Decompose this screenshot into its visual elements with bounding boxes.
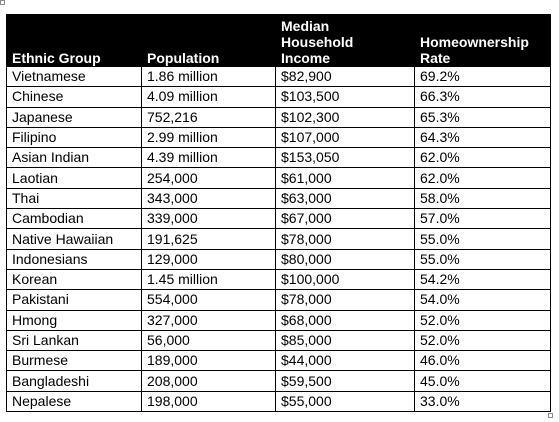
table-row	[7, 371, 551, 391]
header-homeownership-rate: Homeownership Rate	[415, 15, 551, 67]
cell-ethnic-group: Burmese	[7, 351, 142, 371]
cell-median-income: $78,000	[276, 229, 415, 249]
table-row	[7, 107, 551, 127]
cell-homeownership-rate: 69.2%	[415, 67, 551, 87]
table-row	[7, 290, 551, 310]
cell-median-income: $61,000	[276, 168, 415, 188]
cell-population: 56,000	[142, 330, 276, 350]
cell-median-income: $85,000	[276, 330, 415, 350]
cell-homeownership-rate: 64.3%	[415, 127, 551, 147]
cell-homeownership-rate: 45.0%	[415, 371, 551, 391]
cell-ethnic-group: Hmong	[7, 310, 142, 330]
cell-homeownership-rate: 62.0%	[415, 168, 551, 188]
table-row	[7, 229, 551, 249]
cell-population: 191,625	[142, 229, 276, 249]
header-ethnic-group: Ethnic Group	[7, 15, 142, 67]
cell-homeownership-rate: 62.0%	[415, 148, 551, 168]
cell-median-income: $59,500	[276, 371, 415, 391]
cell-homeownership-rate: 65.3%	[415, 107, 551, 127]
cell-homeownership-rate: 52.0%	[415, 310, 551, 330]
cell-median-income: $44,000	[276, 351, 415, 371]
cell-ethnic-group: Chinese	[7, 87, 142, 107]
cell-population: 254,000	[142, 168, 276, 188]
table-row	[7, 127, 551, 147]
header-population: Population	[142, 15, 276, 67]
table-row	[7, 249, 551, 269]
cell-population: 2.99 million	[142, 127, 276, 147]
cell-ethnic-group: Japanese	[7, 107, 142, 127]
cell-median-income: $78,000	[276, 290, 415, 310]
table-row	[7, 391, 551, 411]
cell-ethnic-group: Native Hawaiian	[7, 229, 142, 249]
header-median-household-income: Median Household Income	[276, 15, 415, 67]
cell-ethnic-group: Vietnamese	[7, 67, 142, 87]
cell-homeownership-rate: 55.0%	[415, 249, 551, 269]
cell-ethnic-group: Filipino	[7, 127, 142, 147]
cell-ethnic-group: Pakistani	[7, 290, 142, 310]
cell-population: 189,000	[142, 351, 276, 371]
cell-population: 208,000	[142, 371, 276, 391]
cell-homeownership-rate: 54.2%	[415, 269, 551, 289]
cell-ethnic-group: Sri Lankan	[7, 330, 142, 350]
table-row	[7, 87, 551, 107]
cell-population: 4.09 million	[142, 87, 276, 107]
cell-ethnic-group: Asian Indian	[7, 148, 142, 168]
cell-median-income: $102,300	[276, 107, 415, 127]
cell-median-income: $153,050	[276, 148, 415, 168]
table-row	[7, 351, 551, 371]
cell-homeownership-rate: 55.0%	[415, 229, 551, 249]
table-row	[7, 330, 551, 350]
cell-ethnic-group: Nepalese	[7, 391, 142, 411]
cell-population: 327,000	[142, 310, 276, 330]
ethnic-group-table	[6, 14, 551, 412]
cell-homeownership-rate: 52.0%	[415, 330, 551, 350]
cell-population: 1.86 million	[142, 67, 276, 87]
cell-ethnic-group: Thai	[7, 188, 142, 208]
cell-median-income: $67,000	[276, 209, 415, 229]
cell-median-income: $55,000	[276, 391, 415, 411]
cell-homeownership-rate: 66.3%	[415, 87, 551, 107]
table-row	[7, 310, 551, 330]
cell-median-income: $80,000	[276, 249, 415, 269]
resize-handle-bottom-right[interactable]	[548, 413, 553, 418]
table-row	[7, 188, 551, 208]
table-row	[7, 269, 551, 289]
cell-median-income: $82,900	[276, 67, 415, 87]
cell-ethnic-group: Bangladeshi	[7, 371, 142, 391]
cell-median-income: $107,000	[276, 127, 415, 147]
cell-population: 129,000	[142, 249, 276, 269]
cell-ethnic-group: Cambodian	[7, 209, 142, 229]
table-row	[7, 148, 551, 168]
cell-population: 198,000	[142, 391, 276, 411]
cell-median-income: $63,000	[276, 188, 415, 208]
cell-population: 4.39 million	[142, 148, 276, 168]
cell-ethnic-group: Indonesians	[7, 249, 142, 269]
cell-median-income: $68,000	[276, 310, 415, 330]
cell-ethnic-group: Korean	[7, 269, 142, 289]
cell-median-income: $103,500	[276, 87, 415, 107]
cell-population: 554,000	[142, 290, 276, 310]
cell-homeownership-rate: 46.0%	[415, 351, 551, 371]
cell-population: 343,000	[142, 188, 276, 208]
cell-population: 339,000	[142, 209, 276, 229]
header-row	[7, 15, 551, 67]
cell-homeownership-rate: 33.0%	[415, 391, 551, 411]
cell-ethnic-group: Laotian	[7, 168, 142, 188]
table-row	[7, 168, 551, 188]
table-header	[7, 15, 551, 67]
cell-homeownership-rate: 58.0%	[415, 188, 551, 208]
cell-population: 752,216	[142, 107, 276, 127]
cell-median-income: $100,000	[276, 269, 415, 289]
table-row	[7, 67, 551, 87]
cell-homeownership-rate: 57.0%	[415, 209, 551, 229]
table-row	[7, 209, 551, 229]
cell-population: 1.45 million	[142, 269, 276, 289]
cell-homeownership-rate: 54.0%	[415, 290, 551, 310]
table-body	[7, 67, 551, 412]
resize-handle-top-left[interactable]	[0, 0, 5, 5]
